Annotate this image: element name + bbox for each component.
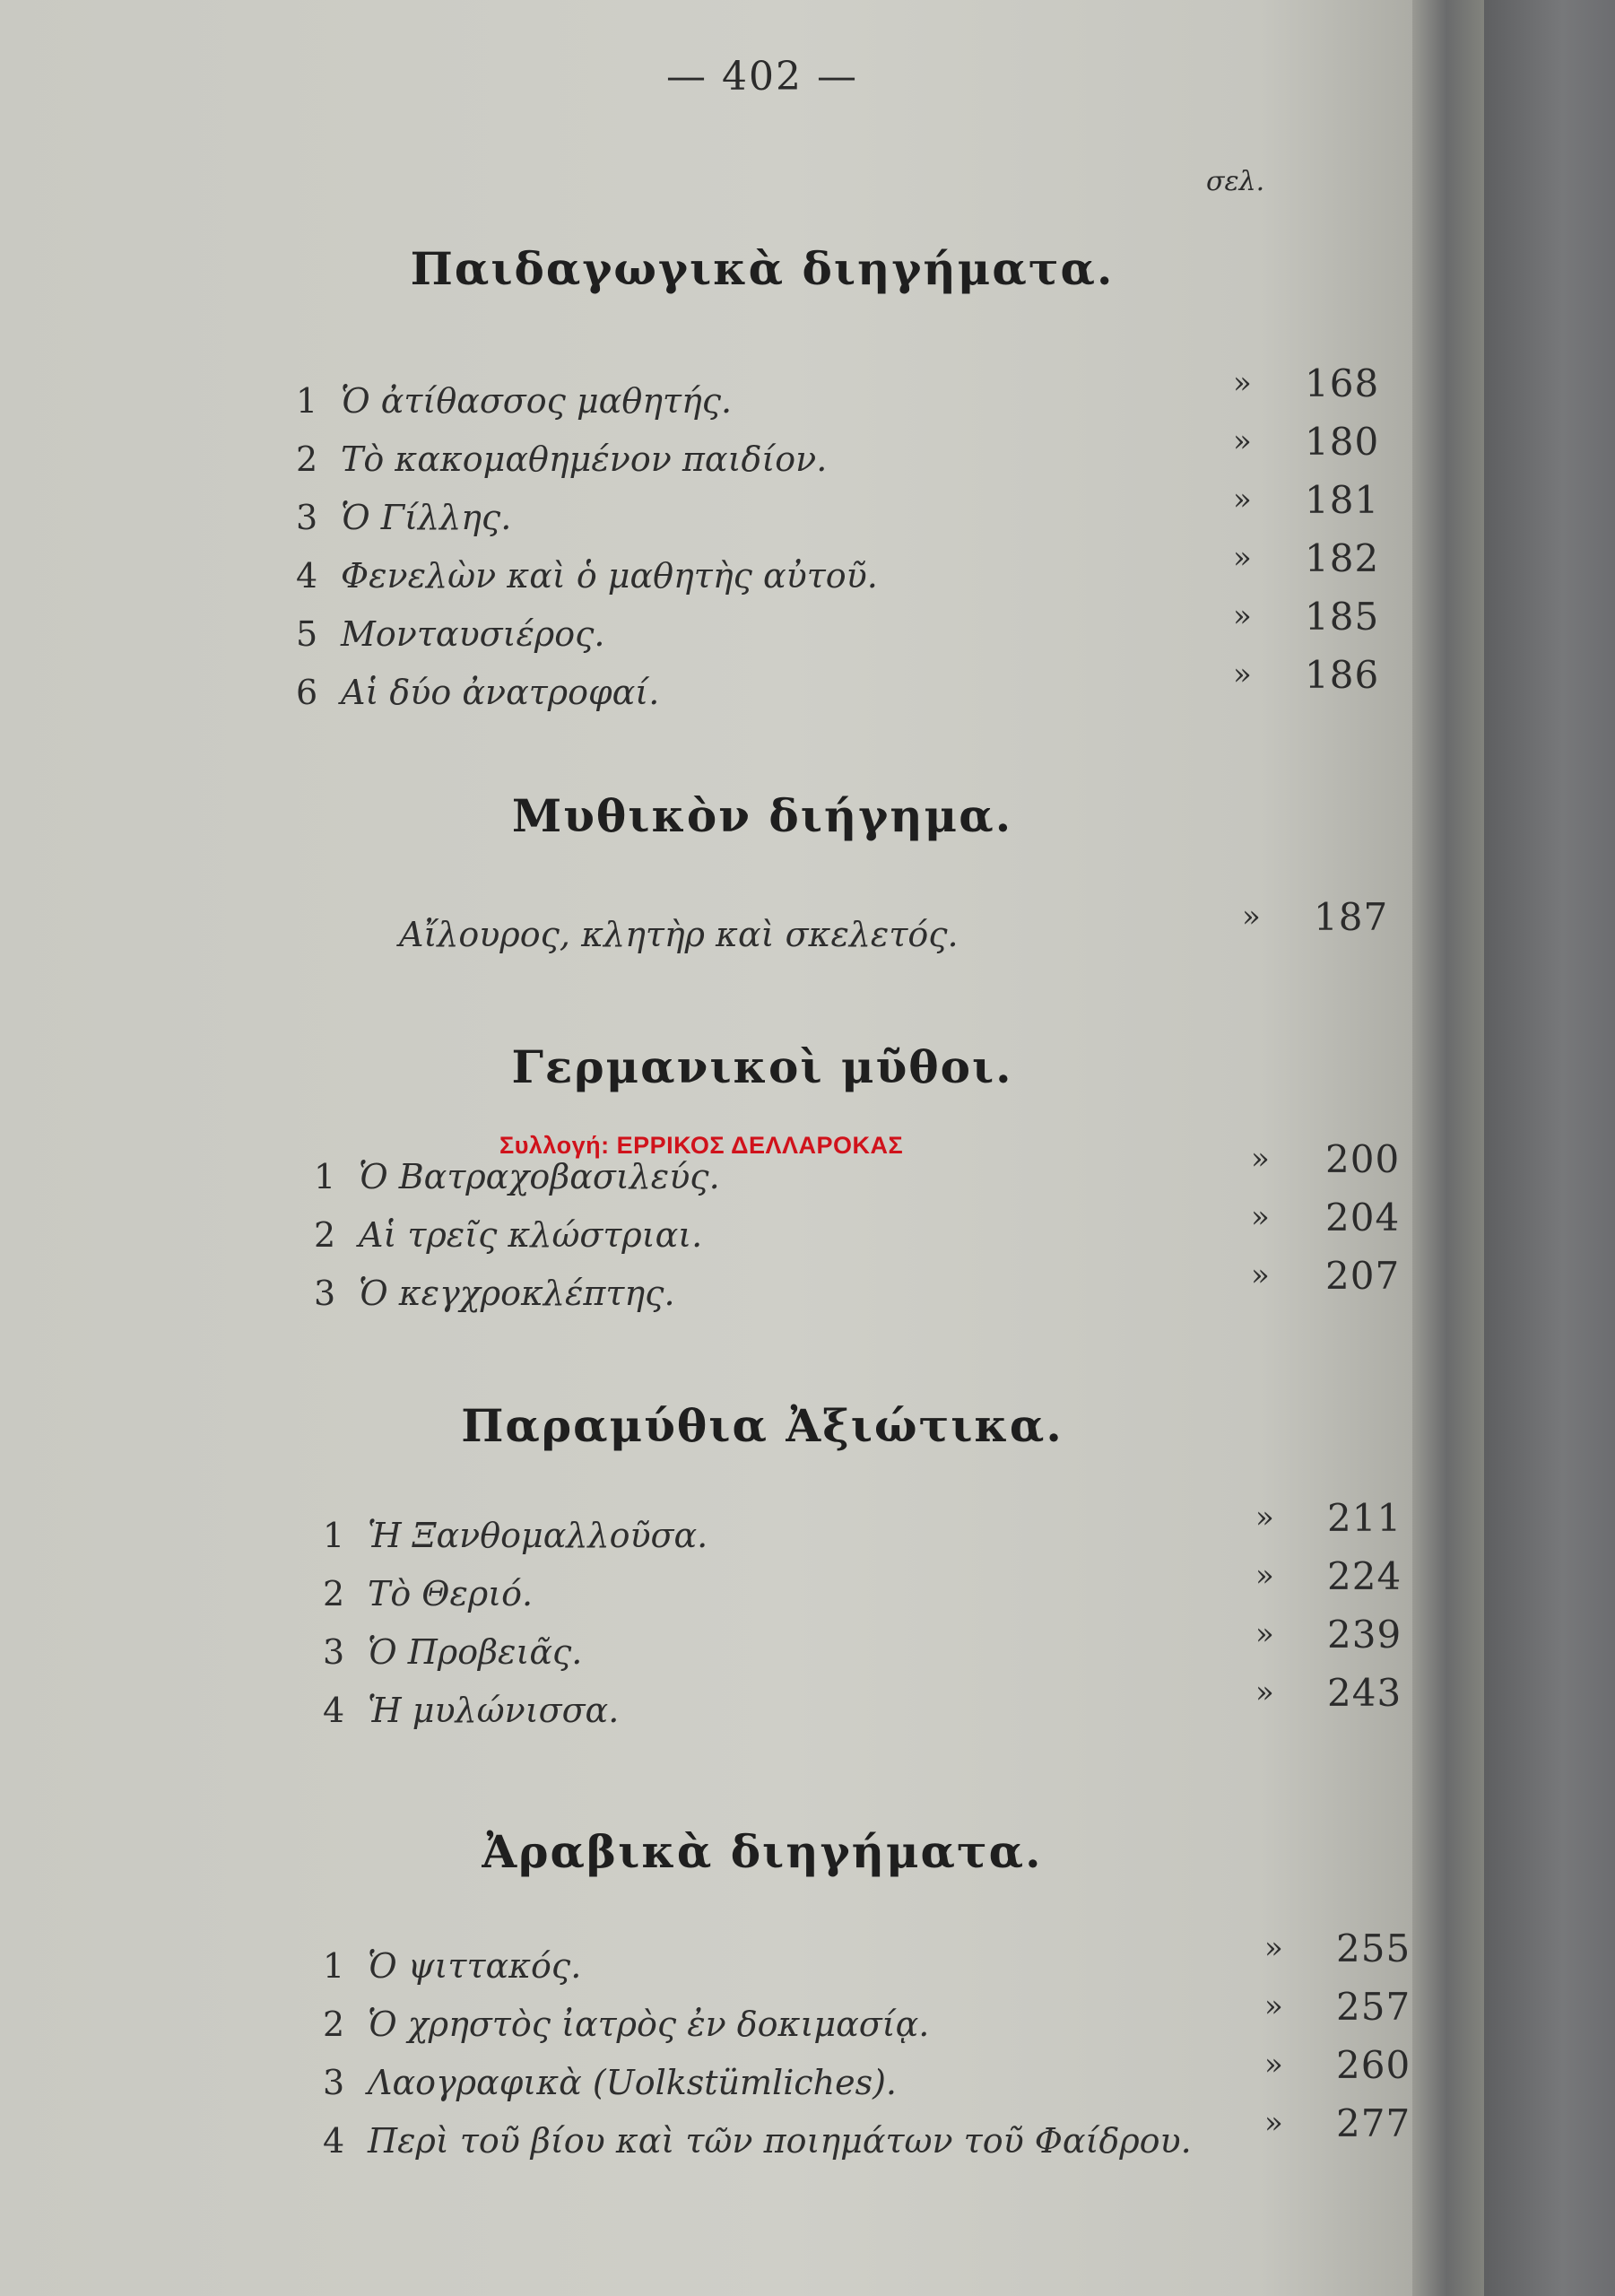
entry-page-number: 186 (1305, 653, 1380, 697)
entry-title: Αἴλουρος, κλητὴρ καὶ σκελετός. (399, 915, 959, 954)
ditto-marker: » (1255, 1616, 1274, 1652)
ditto-marker: » (1233, 540, 1252, 576)
toc-entry (296, 614, 604, 654)
toc-entry (314, 1215, 702, 1255)
entry-number: 3 (323, 2063, 345, 2102)
entry-number: 3 (314, 1274, 336, 1313)
entry-page-number: 187 (1314, 895, 1389, 939)
page-number: — 402 — (666, 54, 858, 100)
ditto-marker: » (1264, 2105, 1283, 2141)
entry-title: Τὸ Θεριό. (368, 1574, 534, 1613)
entry-number: 1 (323, 1946, 345, 1986)
toc-entry (323, 1516, 708, 1555)
entry-number: 1 (296, 381, 318, 421)
ditto-marker: » (1255, 1674, 1274, 1710)
entry-number: 4 (296, 556, 318, 596)
entry-page-number: 224 (1327, 1554, 1402, 1598)
entry-page-number: 239 (1327, 1613, 1402, 1657)
toc-entry (323, 2005, 929, 2044)
page-column-label: σελ. (1206, 166, 1265, 197)
ditto-marker: » (1233, 423, 1252, 459)
section-heading: Μυθικὸν διήγημα. (511, 789, 1013, 842)
entry-number: 2 (314, 1215, 336, 1255)
ditto-marker: » (1255, 1500, 1274, 1535)
toc-entry (323, 1574, 533, 1613)
toc-entry (323, 1946, 581, 1986)
toc-entry (354, 915, 959, 954)
entry-title: Φενελὼν καὶ ὁ μαθητὴς αὐτοῦ. (341, 556, 878, 596)
entry-page-number: 204 (1325, 1196, 1401, 1239)
entry-number: 4 (323, 2121, 345, 2161)
ditto-marker: » (1264, 2047, 1283, 2083)
entry-number: 2 (323, 1574, 345, 1613)
entry-page-number: 257 (1336, 1985, 1411, 2029)
toc-entry (296, 381, 732, 421)
ditto-marker: » (1251, 1199, 1270, 1235)
entry-page-number: 185 (1305, 595, 1380, 639)
entry-number: 1 (314, 1157, 336, 1196)
ditto-marker: » (1251, 1257, 1270, 1293)
entry-page-number: 168 (1305, 361, 1380, 405)
entry-title: Ἡ μυλώνισσα. (368, 1691, 620, 1730)
entry-page-number: 211 (1327, 1496, 1402, 1540)
entry-page-number: 180 (1305, 420, 1380, 464)
entry-page-number: 243 (1327, 1671, 1402, 1715)
section-heading: Γερμανικοὶ μῦθοι. (511, 1040, 1013, 1093)
entry-number: 5 (296, 614, 318, 654)
entry-title: Τὸ κακομαθημένον παιδίον. (341, 439, 828, 479)
entry-page-number: 200 (1325, 1137, 1401, 1181)
entry-title: Ὁ κεγχροκλέπτης. (359, 1274, 675, 1313)
entry-page-number: 277 (1336, 2101, 1411, 2145)
book-gutter (1412, 0, 1489, 2296)
toc-entry (323, 2063, 897, 2102)
section-heading: Παραμύθια Ἀξιώτικα. (461, 1399, 1064, 1452)
section-heading: Παιδαγωγικὰ διηγήματα. (410, 242, 1115, 295)
entry-title: Ὁ Βατραχοβασιλεύς. (359, 1157, 720, 1196)
entry-page-number: 260 (1336, 2043, 1411, 2087)
collection-watermark: Συλλογή: ΕΡΡΙΚΟΣ ΔΕΛΛΑΡΟΚΑΣ (499, 1132, 904, 1159)
toc-entry (323, 1632, 582, 1672)
entry-title: Ὁ Γίλλης. (341, 498, 512, 537)
entry-title: Λαογραφικὰ (Uolkstümliches). (368, 2063, 898, 2102)
entry-number: 6 (296, 673, 318, 712)
ditto-marker: » (1233, 598, 1252, 634)
ditto-marker: » (1242, 899, 1261, 935)
entry-number: 3 (296, 498, 318, 537)
ditto-marker: » (1264, 1930, 1283, 1966)
section-heading: Ἀραβικὰ διηγήματα. (482, 1825, 1043, 1878)
toc-entry (296, 673, 659, 712)
entry-title: Αἱ τρεῖς κλώστριαι. (359, 1215, 703, 1255)
entry-title: Ὁ Προβειᾶς. (368, 1632, 583, 1672)
entry-page-number: 181 (1305, 478, 1380, 522)
entry-title: Αἱ δύο ἀνατροφαί. (341, 673, 660, 712)
toc-entry (296, 498, 511, 537)
ditto-marker: » (1255, 1558, 1274, 1594)
entry-number: 2 (323, 2005, 345, 2044)
entry-page-number: 182 (1305, 536, 1380, 580)
entry-title: Ὁ χρηστὸς ἰατρὸς ἐν δοκιμασίᾳ. (368, 2005, 930, 2044)
toc-entry (296, 556, 878, 596)
ditto-marker: » (1233, 482, 1252, 517)
entry-title: Περὶ τοῦ βίου καὶ τῶν ποιημάτων τοῦ Φαίδρου. (368, 2121, 1192, 2161)
entry-number: 3 (323, 1632, 345, 1672)
ditto-marker: » (1233, 657, 1252, 692)
ditto-marker: » (1233, 365, 1252, 401)
entry-number: 4 (323, 1691, 345, 1730)
entry-page-number: 207 (1325, 1254, 1401, 1298)
entry-number: 1 (323, 1516, 345, 1555)
toc-entry (296, 439, 827, 479)
toc-entry (323, 2121, 1192, 2161)
entry-title: Ὁ ψιττακός. (368, 1946, 582, 1986)
entry-title: Ὁ ἀτίθασσος μαθητής. (341, 381, 733, 421)
toc-entry (323, 1691, 619, 1730)
toc-entry (314, 1157, 720, 1196)
entry-number: 2 (296, 439, 318, 479)
toc-entry (314, 1274, 675, 1313)
ditto-marker: » (1251, 1141, 1270, 1177)
entry-page-number: 255 (1336, 1926, 1411, 1970)
entry-title: Ἡ Ξανθομαλλοῦσα. (368, 1516, 708, 1555)
facing-page-edge (1484, 0, 1615, 2296)
ditto-marker: » (1264, 1988, 1283, 2024)
entry-title: Μονταυσιέρος. (341, 614, 605, 654)
